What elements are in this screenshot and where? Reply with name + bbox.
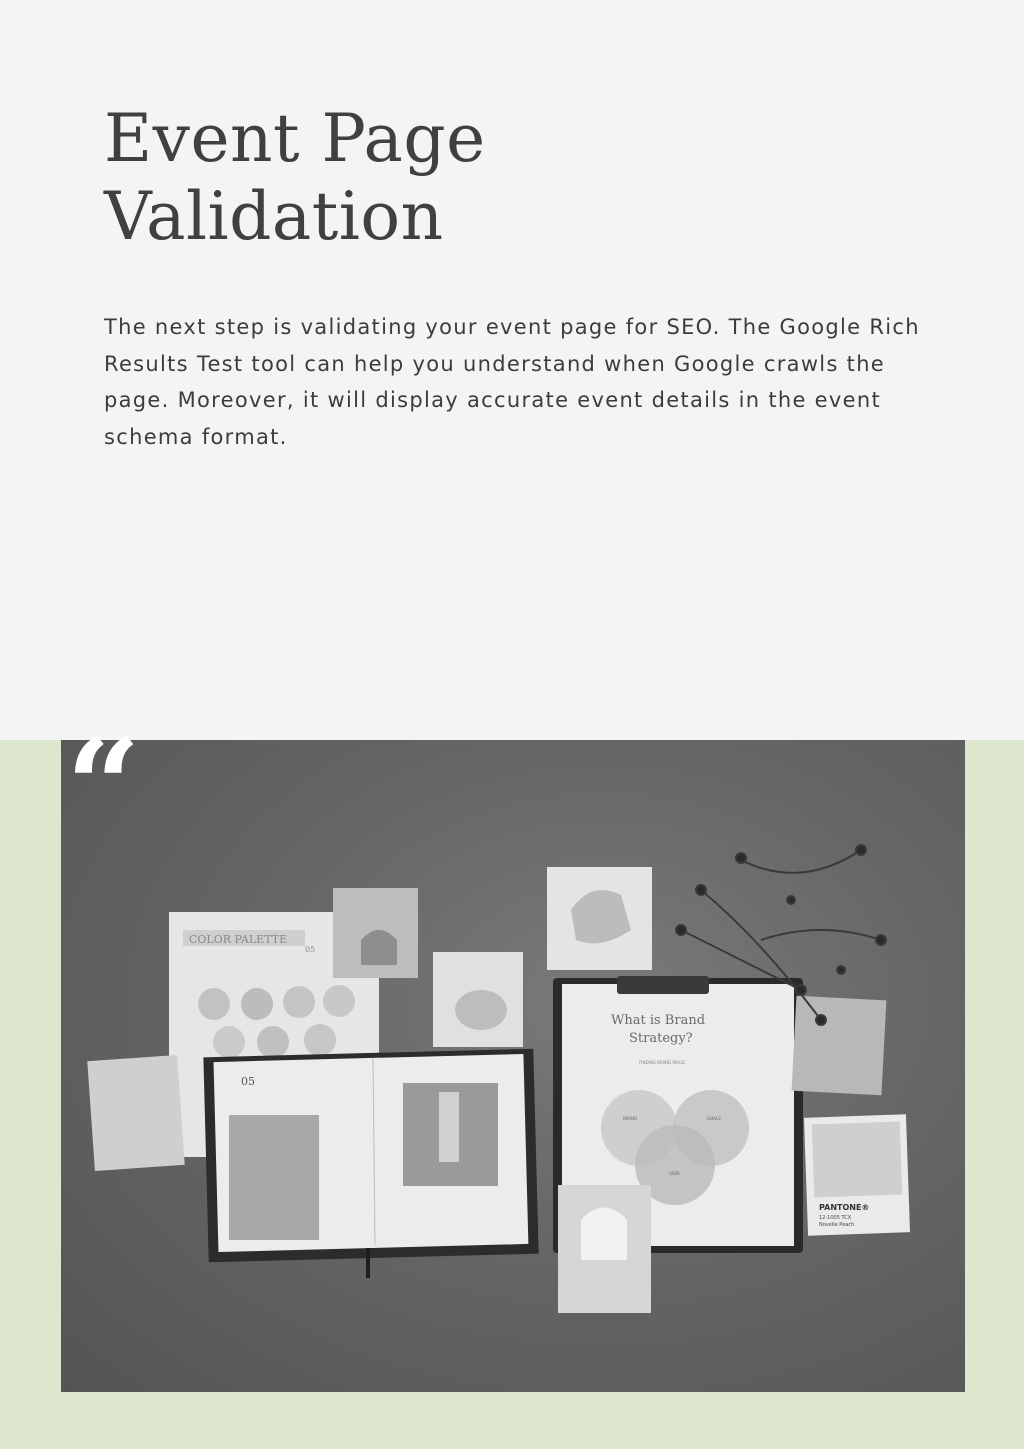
- venn-label-user: USER: [669, 1171, 680, 1176]
- clipboard-title-2: Strategy?: [629, 1031, 693, 1046]
- marble-card: [87, 1055, 184, 1171]
- open-planner: [203, 1049, 538, 1278]
- quote-icon: “: [66, 710, 141, 863]
- swatch-code: 12-1005 TCX: [819, 1215, 852, 1221]
- planner-date: 05: [241, 1075, 255, 1088]
- venn-label-brand: BRAND: [623, 1116, 638, 1121]
- palette-card-number: 05: [305, 945, 316, 954]
- texture-photo: [792, 996, 887, 1096]
- pantone-swatch: [804, 1114, 910, 1235]
- body-paragraph: The next step is validating your event page for SEO. The Google Rich Results Test tool can help you understand when Google crawls the page. Moreover, it will display accurate event details in the event schema format.: [104, 315, 920, 449]
- venn-label-goals: GOALS: [707, 1116, 721, 1121]
- clipboard-subtitle: FINDING BRAND MAGIC: [639, 1060, 686, 1065]
- title-line-1: Event Page: [104, 100, 486, 177]
- page-title: [104, 100, 486, 256]
- flatlay-photo: [61, 740, 965, 1392]
- swatch-name: Novelle Peach: [819, 1222, 855, 1228]
- clipboard-title-1: What is Brand: [611, 1013, 706, 1028]
- flatlay-illustration: [61, 740, 965, 1392]
- swatch-brand: PANTONE®: [819, 1203, 870, 1212]
- palette-card-title: COLOR PALETTE: [189, 933, 288, 946]
- title-line-2: Validation: [104, 178, 444, 255]
